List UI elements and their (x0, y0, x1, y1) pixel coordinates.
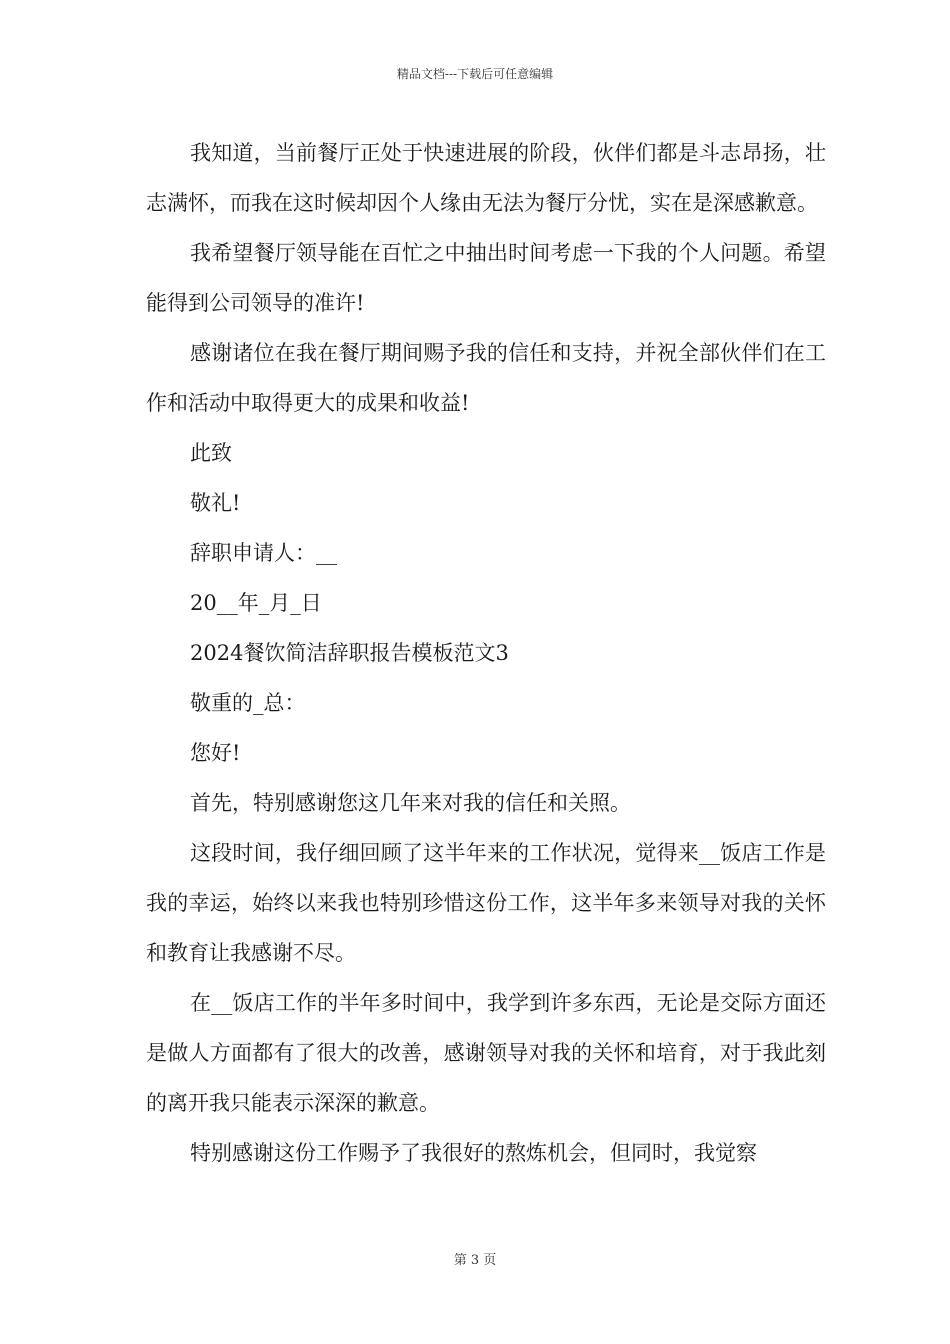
greeting-recipient: 敬重的_总： (190, 691, 306, 715)
document-body (146, 128, 826, 1178)
page-number: 第 3 页 (453, 1253, 497, 1268)
date-line: 20__年_月_日 (190, 591, 322, 615)
paragraph: 我知道，当前餐厅正处于快速进展的阶段，伙伴们都是斗志昂扬，壮志满怀，而我在这时候却因个人缘由无法为餐厅分忧，实在是深感歉意。 (146, 141, 826, 215)
paragraph: 特别感谢这份工作赐予了我很好的熬炼机会，但同时，我觉察 (190, 1141, 757, 1165)
closing-regards: 敬礼! (190, 491, 241, 515)
paragraph: 感谢诸位在我在餐厅期间赐予我的信任和支持，并祝全部伙伴们在工作和活动中取得更大的成果和收益! (146, 341, 826, 415)
page-header: 精品文档---下载后可任意编辑 (396, 67, 554, 81)
section-title: 2024餐饮简洁辞职报告模板范文3 (190, 641, 509, 665)
greeting: 您好! (190, 741, 241, 765)
paragraph: 我希望餐厅领导能在百忙之中抽出时间考虑一下我的个人问题。希望能得到公司领导的准许! (146, 241, 826, 315)
closing-salutation: 此致 (190, 441, 232, 465)
paragraph: 在__饭店工作的半年多时间中，我学到许多东西，无论是交际方面还是做人方面都有了很大的改善，感谢领导对我的关怀和培育，对于我此刻的离开我只能表示深深的歉意。 (146, 991, 826, 1115)
paragraph: 首先，特别感谢您这几年来对我的信任和关照。 (190, 791, 631, 815)
paragraph: 这段时间，我仔细回顾了这半年来的工作状况，觉得来__饭店工作是我的幸运，始终以来我也特别珍惜这份工作，这半年多来领导对我的关怀和教育让我感谢不尽。 (146, 841, 826, 965)
signature-line: 辞职申请人：__ (190, 541, 337, 565)
